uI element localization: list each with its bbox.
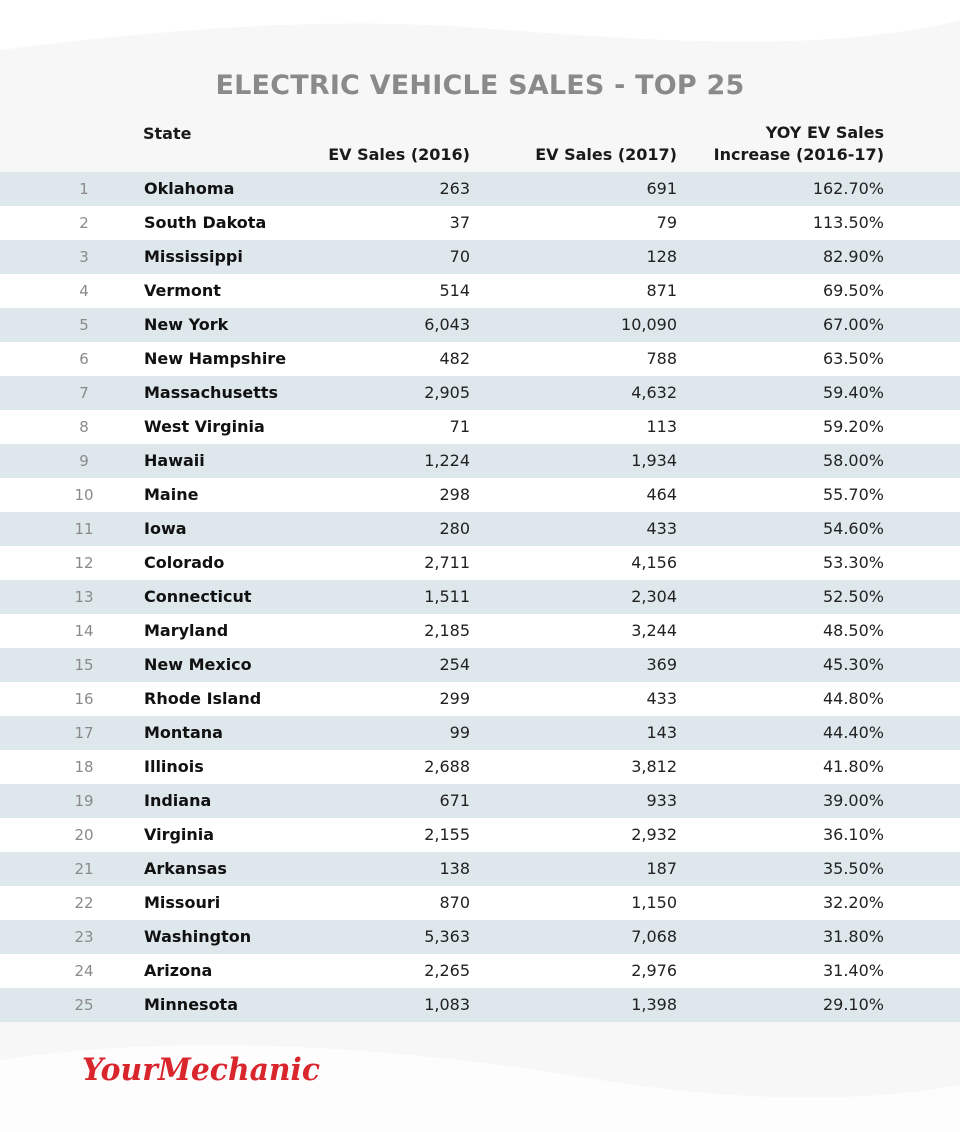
ev-sales-2017-cell: 433 — [646, 519, 677, 538]
ev-sales-2017-cell: 369 — [646, 655, 677, 674]
table-row — [0, 682, 960, 716]
state-cell: West Virginia — [144, 417, 265, 436]
ev-sales-2017-cell: 187 — [646, 859, 677, 878]
state-cell: Colorado — [144, 553, 225, 572]
rank-cell: 16 — [74, 690, 94, 708]
state-cell: Montana — [144, 723, 223, 742]
table-row — [0, 172, 960, 206]
yoy-increase-cell: 58.00% — [822, 451, 884, 470]
rank-cell: 11 — [74, 520, 94, 538]
ev-sales-2016-cell: 2,688 — [424, 757, 470, 776]
state-cell: New Hampshire — [144, 349, 287, 368]
column-header-yoy-line1: YOY EV Sales — [765, 123, 884, 142]
yoy-increase-cell: 36.10% — [822, 825, 884, 844]
state-cell: Virginia — [144, 825, 215, 844]
ev-sales-2017-cell: 3,812 — [631, 757, 677, 776]
yoy-increase-cell: 69.50% — [822, 281, 884, 300]
rank-cell: 25 — [74, 996, 94, 1014]
table-row — [0, 342, 960, 376]
rank-cell: 13 — [74, 588, 94, 606]
table-row — [0, 716, 960, 750]
state-cell: Mississippi — [144, 247, 243, 266]
yourmechanic-logo — [80, 1044, 330, 1092]
state-cell: New Mexico — [144, 655, 252, 674]
ev-sales-2016-cell: 298 — [439, 485, 470, 504]
rank-cell: 3 — [79, 248, 89, 266]
ev-sales-2017-cell: 79 — [656, 213, 677, 232]
rank-cell: 23 — [74, 928, 94, 946]
rank-cell: 2 — [79, 214, 89, 232]
rank-cell: 9 — [79, 452, 89, 470]
state-cell: Arkansas — [144, 859, 227, 878]
state-cell: Maine — [144, 485, 199, 504]
rank-cell: 17 — [74, 724, 94, 742]
ev-sales-2016-cell: 70 — [449, 247, 470, 266]
state-cell: Missouri — [144, 893, 221, 912]
state-cell: Oklahoma — [144, 179, 235, 198]
yoy-increase-cell: 29.10% — [822, 995, 884, 1014]
ev-sales-2017-cell: 1,398 — [631, 995, 677, 1014]
rank-cell: 15 — [74, 656, 94, 674]
table-row — [0, 920, 960, 954]
ev-sales-2016-cell: 37 — [449, 213, 470, 232]
yoy-increase-cell: 113.50% — [812, 213, 884, 232]
state-cell: Rhode Island — [144, 689, 262, 708]
yoy-increase-cell: 48.50% — [822, 621, 884, 640]
logo-text: YourMechanic — [82, 1052, 321, 1088]
yoy-increase-cell: 67.00% — [822, 315, 884, 334]
table-row — [0, 614, 960, 648]
column-header-yoy-line2: Increase (2016-17) — [713, 145, 884, 164]
rank-cell: 19 — [74, 792, 94, 810]
state-cell: Connecticut — [144, 587, 252, 606]
state-cell: New York — [144, 315, 229, 334]
yoy-increase-cell: 54.60% — [822, 519, 884, 538]
yoy-increase-cell: 44.40% — [822, 723, 884, 742]
rank-cell: 8 — [79, 418, 89, 436]
ev-sales-2017-cell: 1,150 — [631, 893, 677, 912]
ev-sales-2016-cell: 263 — [439, 179, 470, 198]
table-row — [0, 410, 960, 444]
ev-sales-2017-cell: 4,156 — [631, 553, 677, 572]
ev-sales-2016-cell: 299 — [439, 689, 470, 708]
state-cell: Maryland — [144, 621, 229, 640]
rank-cell: 1 — [79, 180, 89, 198]
ev-sales-2016-cell: 2,905 — [424, 383, 470, 402]
yoy-increase-cell: 53.30% — [822, 553, 884, 572]
table-row — [0, 784, 960, 818]
state-cell: Massachusetts — [144, 383, 279, 402]
rank-cell: 7 — [79, 384, 89, 402]
ev-sales-2017-cell: 113 — [646, 417, 677, 436]
yoy-increase-cell: 44.80% — [822, 689, 884, 708]
ev-sales-2016-cell: 870 — [439, 893, 470, 912]
ev-sales-2017-cell: 2,976 — [631, 961, 677, 980]
column-header-state: State — [143, 124, 192, 143]
rank-cell: 10 — [74, 486, 94, 504]
state-cell: Washington — [144, 927, 252, 946]
yoy-increase-cell: 39.00% — [822, 791, 884, 810]
yoy-increase-cell: 63.50% — [822, 349, 884, 368]
ev-sales-2016-cell: 1,511 — [424, 587, 470, 606]
table-row — [0, 546, 960, 580]
state-cell: Minnesota — [144, 995, 238, 1014]
ev-sales-2017-cell: 871 — [646, 281, 677, 300]
yoy-increase-cell: 35.50% — [822, 859, 884, 878]
ev-sales-2016-cell: 1,083 — [424, 995, 470, 1014]
table-row — [0, 444, 960, 478]
table-row — [0, 478, 960, 512]
yoy-increase-cell: 45.30% — [822, 655, 884, 674]
ev-sales-2016-cell: 254 — [439, 655, 470, 674]
table-row — [0, 240, 960, 274]
rank-cell: 12 — [74, 554, 94, 572]
ev-sales-2016-cell: 1,224 — [424, 451, 470, 470]
state-cell: Indiana — [144, 791, 212, 810]
ev-sales-2016-cell: 71 — [449, 417, 470, 436]
ev-sales-2017-cell: 4,632 — [631, 383, 677, 402]
ev-sales-2016-cell: 2,185 — [424, 621, 470, 640]
ev-sales-2017-cell: 464 — [646, 485, 677, 504]
rank-cell: 6 — [79, 350, 89, 368]
rank-cell: 18 — [74, 758, 94, 776]
ev-sales-2017-cell: 433 — [646, 689, 677, 708]
yoy-increase-cell: 31.80% — [822, 927, 884, 946]
state-cell: Arizona — [144, 961, 213, 980]
ev-sales-2017-cell: 128 — [646, 247, 677, 266]
ev-sales-2016-cell: 482 — [439, 349, 470, 368]
ev-sales-2016-cell: 2,711 — [424, 553, 470, 572]
ev-sales-2017-cell: 2,304 — [631, 587, 677, 606]
rank-cell: 14 — [74, 622, 94, 640]
ev-sales-2017-cell: 2,932 — [631, 825, 677, 844]
rank-cell: 4 — [79, 282, 89, 300]
table-row — [0, 818, 960, 852]
yoy-increase-cell: 31.40% — [822, 961, 884, 980]
table-row — [0, 750, 960, 784]
ev-sales-2016-cell: 99 — [449, 723, 470, 742]
ev-sales-2016-cell: 2,265 — [424, 961, 470, 980]
state-cell: Illinois — [144, 757, 204, 776]
yoy-increase-cell: 59.20% — [822, 417, 884, 436]
yoy-increase-cell: 41.80% — [822, 757, 884, 776]
yoy-increase-cell: 82.90% — [822, 247, 884, 266]
ev-sales-2016-cell: 280 — [439, 519, 470, 538]
ev-sales-2017-cell: 7,068 — [631, 927, 677, 946]
ev-sales-2017-cell: 1,934 — [631, 451, 677, 470]
ev-sales-2017-cell: 3,244 — [631, 621, 677, 640]
state-cell: Hawaii — [144, 451, 205, 470]
yoy-increase-cell: 32.20% — [822, 893, 884, 912]
table-row — [0, 852, 960, 886]
ev-sales-2017-cell: 10,090 — [621, 315, 677, 334]
rank-cell: 5 — [79, 316, 89, 334]
ev-sales-2017-cell: 691 — [646, 179, 677, 198]
yoy-increase-cell: 59.40% — [822, 383, 884, 402]
state-cell: South Dakota — [144, 213, 267, 232]
column-header-yoy-increase — [640, 122, 884, 166]
table-row — [0, 308, 960, 342]
yoy-increase-cell: 162.70% — [812, 179, 884, 198]
table-row — [0, 376, 960, 410]
table-row — [0, 206, 960, 240]
ev-sales-2016-cell: 2,155 — [424, 825, 470, 844]
table-row — [0, 580, 960, 614]
ev-sales-2017-cell: 933 — [646, 791, 677, 810]
yoy-increase-cell: 52.50% — [822, 587, 884, 606]
table-row — [0, 954, 960, 988]
column-header-ev-sales-2017: EV Sales (2017) — [535, 145, 677, 164]
table-row — [0, 988, 960, 1022]
ev-sales-2017-cell: 788 — [646, 349, 677, 368]
state-cell: Vermont — [144, 281, 221, 300]
ev-sales-2016-cell: 5,363 — [424, 927, 470, 946]
rank-cell: 22 — [74, 894, 94, 912]
column-header-ev-sales-2016: EV Sales (2016) — [328, 145, 470, 164]
rank-cell: 21 — [74, 860, 94, 878]
chart-title: ELECTRIC VEHICLE SALES - TOP 25 — [215, 70, 745, 101]
ev-sales-2016-cell: 671 — [439, 791, 470, 810]
table-row — [0, 512, 960, 546]
state-cell: Iowa — [144, 519, 187, 538]
rank-cell: 24 — [74, 962, 94, 980]
ev-sales-2016-cell: 514 — [439, 281, 470, 300]
rank-cell: 20 — [74, 826, 94, 844]
yoy-increase-cell: 55.70% — [822, 485, 884, 504]
table-row — [0, 274, 960, 308]
ev-sales-2016-cell: 138 — [439, 859, 470, 878]
ev-sales-2016-cell: 6,043 — [424, 315, 470, 334]
table-row — [0, 886, 960, 920]
table-row — [0, 648, 960, 682]
ev-sales-2017-cell: 143 — [646, 723, 677, 742]
data-table-body — [0, 172, 960, 1022]
